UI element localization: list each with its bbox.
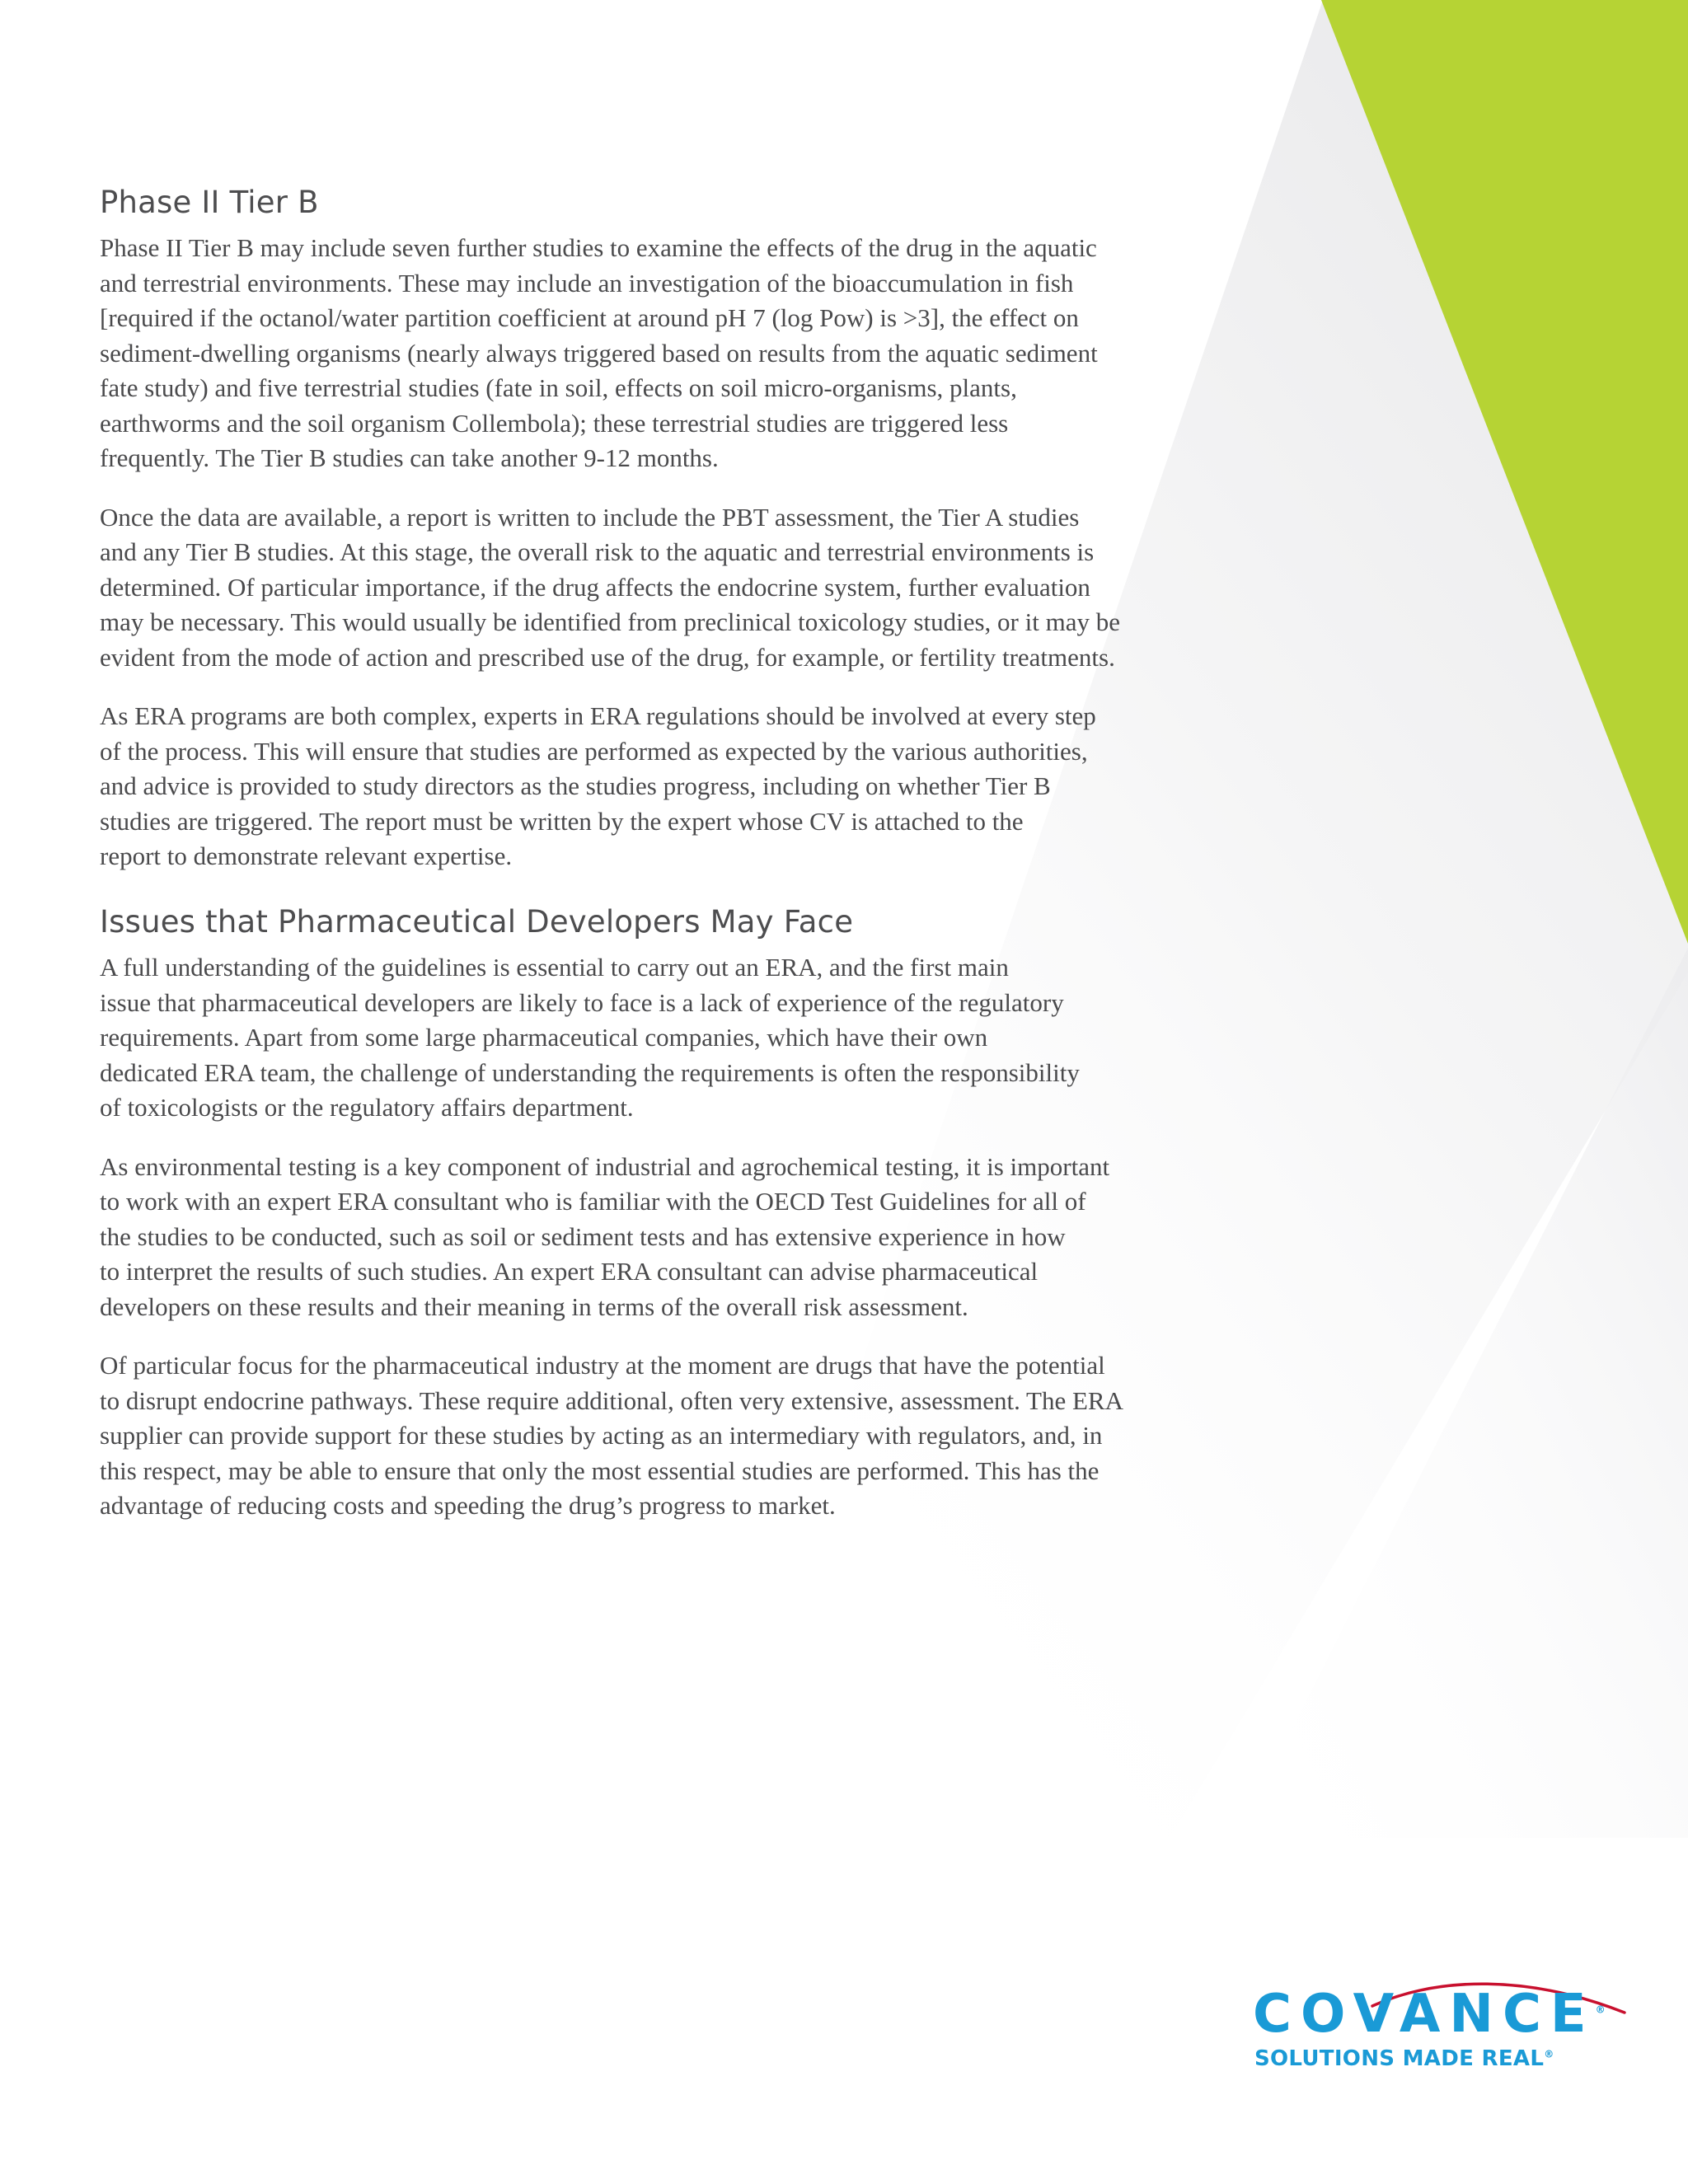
paragraph: A full understanding of the guidelines is essential to carry out an ERA, and the first main issue that pharmaceutical developers are likely to face is a lack of experience of the regulatory requirements. Apart from some large pharmaceutical companies, which have their own dedicated ERA team, the challenge of understanding the requirements is often the responsibility of toxicologists or the regulatory affairs department. xyxy=(100,953,1080,1122)
section-heading-issues: Issues that Pharmaceutical Developers May Face xyxy=(100,903,854,940)
paragraph: As environmental testing is a key component of industrial and agrochemical testing, it is important to work with an expert ERA consultant who is familiar with the OECD Test Guidelines for all of the studies to be conducted, such as soil or sediment tests and has extensive experience in how to interpret the results of such studies. An expert ERA consultant can advise pharmaceutical developers on these results and their meaning in terms of the overall risk assessment. xyxy=(100,1151,1110,1321)
paragraph: Of particular focus for the pharmaceutical industry at the moment are drugs that have the potential to disrupt endocrine pathways. These require additional, often very extensive, assessment. The ERA supplier can provide support for these studies by acting as an intermediary with regulators, and, in this respect, may be able to ensure that only the most essential studies are performed. This has the advantage of reducing costs and speeding the drug’s progress to market. xyxy=(100,1351,1123,1521)
logo-wordmark: COVANCE® xyxy=(1253,1984,1615,2045)
logo-tagline: SOLUTIONS MADE REAL® xyxy=(1254,2046,1554,2071)
paragraph: As ERA programs are both complex, experts in ERA regulations should be involved at every step of the process. This will ensure that studies are performed as expected by the various authorities, and advice is provided to study directors as the studies progress, including on whether Tier B studies are triggered. The report must be written by the expert whose CV is attached to the report to demonstrate relevant expertise. xyxy=(100,701,1096,871)
paragraph: Phase II Tier B may include seven further studies to examine the effects of the drug in the aquatic and terrestrial environments. These may include an investigation of the bioaccumulation in fish [required if the octanol/water partition coefficient at around pH 7 (log Pow) is >3], the effect on sediment-dwelling organisms (nearly always triggered based on results from the aquatic sediment fate study) and five terrestrial studies (fate in soil, effects on soil micro-organisms, plants, earthworms and the soil organism Collembola); these terrestrial studies are triggered less frequently. The Tier B studies can take another 9-12 months. xyxy=(100,233,1098,473)
document-body xyxy=(100,185,1254,1548)
section-heading-phase-ii-tier-b: Phase II Tier B xyxy=(100,185,319,220)
paragraph: Once the data are available, a report is written to include the PBT assessment, the Tier A studies and any Tier B studies. At this stage, the overall risk to the aquatic and terrestrial environments is determined. Of particular importance, if the drug affects the endocrine system, further evaluation may be necessary. This would usually be identified from preclinical toxicology studies, or it may be evident from the mode of action and prescribed use of the drug, for example, or fertility treatments. xyxy=(100,502,1120,672)
covance-logo xyxy=(1249,1980,1628,2079)
